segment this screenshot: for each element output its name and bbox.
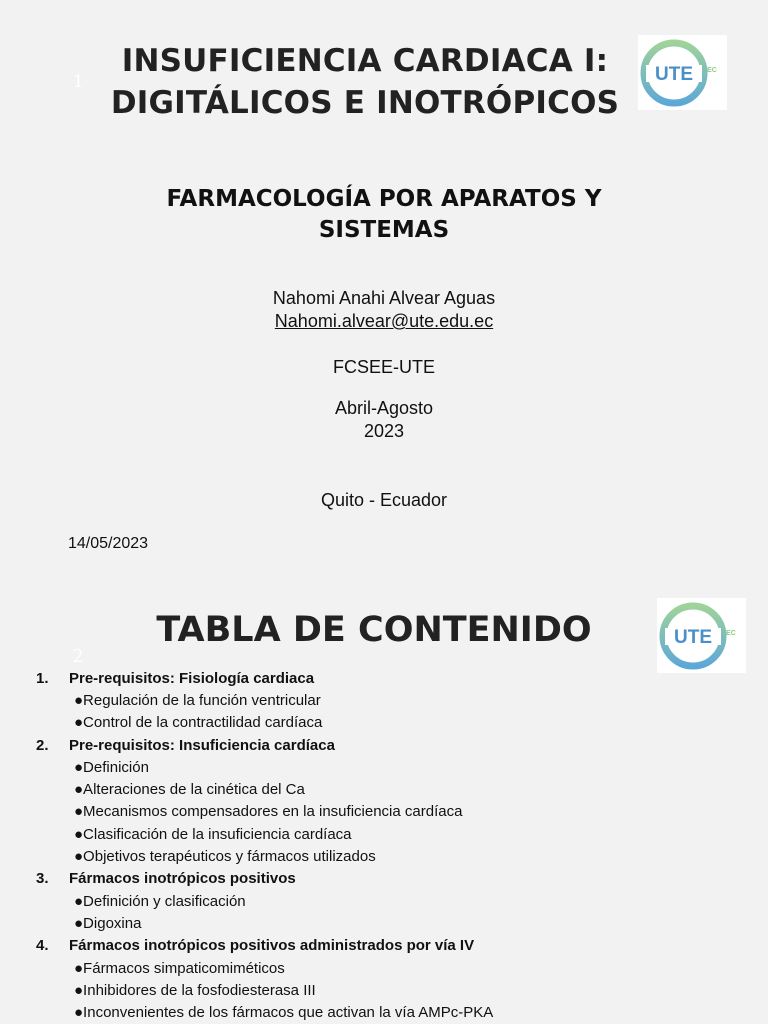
toc-item: ●Inconvenientes de los fármacos que activan la vía AMPc-PKA (74, 1004, 494, 1022)
location: Quito - Ecuador (320, 490, 448, 510)
toc-item: ●Definición (74, 758, 149, 776)
ute-logo-icon (657, 598, 746, 673)
section-title: Pre-requisitos: Fisiología cardiaca (69, 669, 315, 687)
toc-section (36, 734, 736, 756)
section-number: 4. (36, 937, 49, 955)
toc-item: ●Clasificación de la insuficiencia cardíaca (74, 825, 352, 843)
slide-number: 2 (73, 645, 83, 667)
toc-item: ●Fármacos simpaticomiméticos (74, 959, 285, 977)
section-title: Pre-requisitos: Insuficiencia cardíaca (69, 736, 335, 754)
ute-logo (638, 35, 727, 110)
slide-number: 1 (73, 70, 83, 92)
toc-item: ●Inhibidores de la fosfodiesterasa III (74, 981, 316, 999)
toc-item: ●Regulación de la función ventricular (74, 691, 321, 709)
presentation-date: 14/05/2023 (68, 535, 149, 552)
slide-title (100, 40, 630, 124)
logo-suffix: EC (726, 630, 736, 637)
ute-logo (657, 598, 746, 673)
toc-item: ●Digoxina (74, 914, 142, 932)
toc-section (36, 667, 736, 689)
section-number: 3. (36, 870, 49, 888)
title-line-2: DIGITÁLICOS E INOTRÓPICOS (110, 85, 620, 121)
logo-suffix: EC (707, 67, 717, 74)
toc-item: ●Definición y clasificación (74, 892, 246, 910)
year: 2023 (363, 421, 405, 441)
toc-item: ●Control de la contractilidad cardíaca (74, 714, 323, 732)
course-subtitle (130, 184, 638, 246)
period: Abril-Agosto (334, 398, 434, 418)
subtitle-line-2: SISTEMAS (318, 217, 450, 243)
contents-slide (0, 575, 768, 1024)
logo-text: UTE (674, 627, 712, 648)
section-title: Fármacos inotrópicos positivos administrados por vía IV (69, 937, 475, 955)
email-line (0, 310, 768, 333)
section-title: Fármacos inotrópicos positivos (69, 870, 296, 888)
author-email-link[interactable]: Nahomi.alvear@ute.edu.ec (274, 311, 494, 331)
toc-section (36, 935, 736, 957)
section-number: 2. (36, 736, 49, 754)
title-line-1: INSUFICIENCIA CARDIACA I: (121, 43, 609, 79)
ute-logo-icon (638, 35, 727, 110)
toc-item: ●Mecanismos compensadores en la insuficiencia cardíaca (74, 803, 463, 821)
logo-text: UTE (655, 64, 693, 85)
institution: FCSEE-UTE (332, 357, 435, 377)
author-name: Nahomi Anahi Alvear Aguas (272, 288, 496, 308)
toc-section (36, 868, 736, 890)
toc-item: ●Objetivos terapéuticos y fármacos utilizados (74, 848, 376, 866)
toc-item: ●Alteraciones de la cinética del Ca (74, 781, 305, 799)
table-of-contents (36, 667, 736, 1024)
section-number: 1. (36, 669, 49, 687)
subtitle-line-1: FARMACOLOGÍA POR APARATOS Y (166, 186, 602, 212)
toc-title: TABLA DE CONTENIDO (156, 610, 592, 650)
